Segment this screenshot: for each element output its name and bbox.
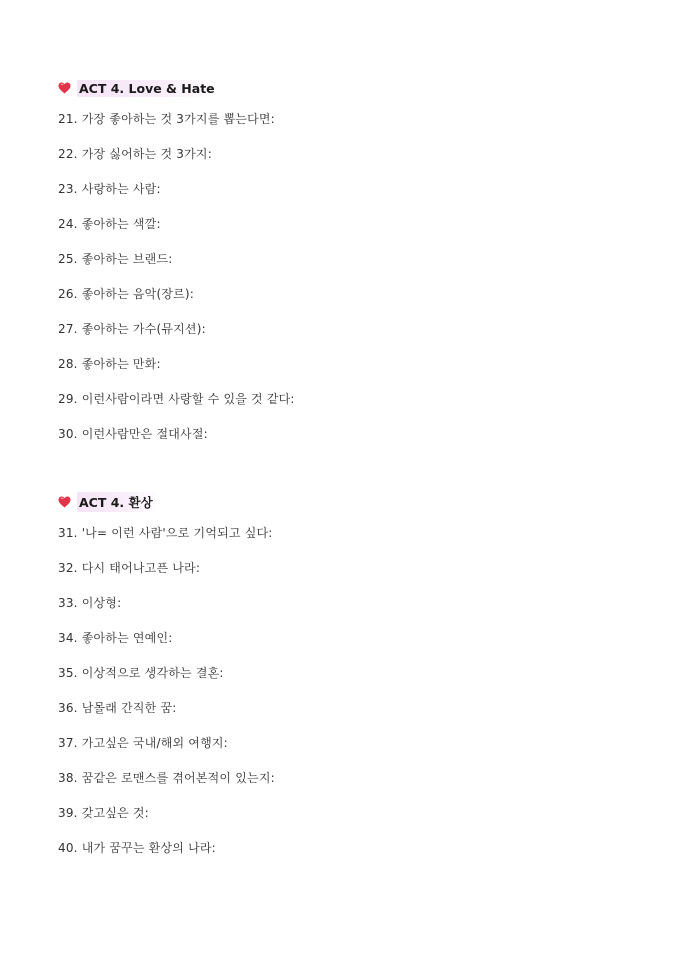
item-text: 이런사람이라면 사랑할 수 있을 것 같다: [81,392,295,406]
section-heading-text: ACT 4. 환상 [77,492,158,512]
item-text: 가장 좋아하는 것 3가지를 뽑는다면: [81,112,275,126]
item-text: 좋아하는 음악(장르): [81,287,195,301]
list-item [58,320,618,355]
item-number: 23. [58,182,78,196]
section-heading-text: ACT 4. Love & Hate [77,80,220,97]
list-item [58,664,618,699]
list-item [58,180,618,215]
item-number: 27. [58,322,78,336]
list-item [58,629,618,664]
item-number: 40. [58,841,78,855]
item-text: 가고싶은 국내/해외 여행지: [81,736,228,750]
item-number: 35. [58,666,78,680]
item-text: 꿈같은 로맨스를 겪어본적이 있는지: [81,771,275,785]
list-item [58,804,618,839]
item-text: 이상적으로 생각하는 결혼: [81,666,224,680]
section-love-hate [58,78,618,460]
list-item [58,425,618,460]
item-number: 36. [58,701,78,715]
item-number: 28. [58,357,78,371]
list-item [58,769,618,804]
item-number: 30. [58,427,78,441]
item-text: 사랑하는 사람: [81,182,161,196]
list-item [58,215,618,250]
list-item [58,699,618,734]
section-heading [58,492,618,512]
list-item [58,594,618,629]
item-number: 38. [58,771,78,785]
item-number: 39. [58,806,78,820]
item-number: 26. [58,287,78,301]
list-item [58,524,618,559]
list-item [58,559,618,594]
item-text: 갖고싶은 것: [81,806,149,820]
item-text: 좋아하는 가수(뮤지션): [81,322,206,336]
list-item [58,734,618,769]
item-text: 좋아하는 만화: [81,357,161,371]
list-item [58,250,618,285]
item-number: 33. [58,596,78,610]
item-number: 31. [58,526,78,540]
list-item [58,839,618,874]
question-list [58,110,618,460]
item-number: 25. [58,252,78,266]
item-number: 21. [58,112,78,126]
section-fantasy [58,492,618,874]
section-heading [58,78,618,98]
list-item [58,110,618,145]
item-text: '나= 이런 사람'으로 기억되고 싶다: [81,526,273,540]
item-text: 내가 꿈꾸는 환상의 나라: [81,841,216,855]
item-text: 좋아하는 색깔: [81,217,161,231]
item-text: 이상형: [81,596,122,610]
item-text: 이런사람만은 절대사절: [81,427,208,441]
heart-icon [58,82,71,94]
item-text: 좋아하는 브랜드: [81,252,173,266]
item-number: 24. [58,217,78,231]
item-number: 22. [58,147,78,161]
list-item [58,390,618,425]
list-item [58,355,618,390]
list-item [58,145,618,180]
item-text: 다시 태어나고픈 나라: [81,561,201,575]
item-number: 32. [58,561,78,575]
item-number: 29. [58,392,78,406]
item-text: 남몰래 간직한 꿈: [81,701,177,715]
item-number: 37. [58,736,78,750]
item-text: 좋아하는 연예인: [81,631,173,645]
heart-icon [58,496,71,508]
item-number: 34. [58,631,78,645]
item-text: 가장 싫어하는 것 3가지: [81,147,212,161]
list-item [58,285,618,320]
question-list [58,524,618,874]
